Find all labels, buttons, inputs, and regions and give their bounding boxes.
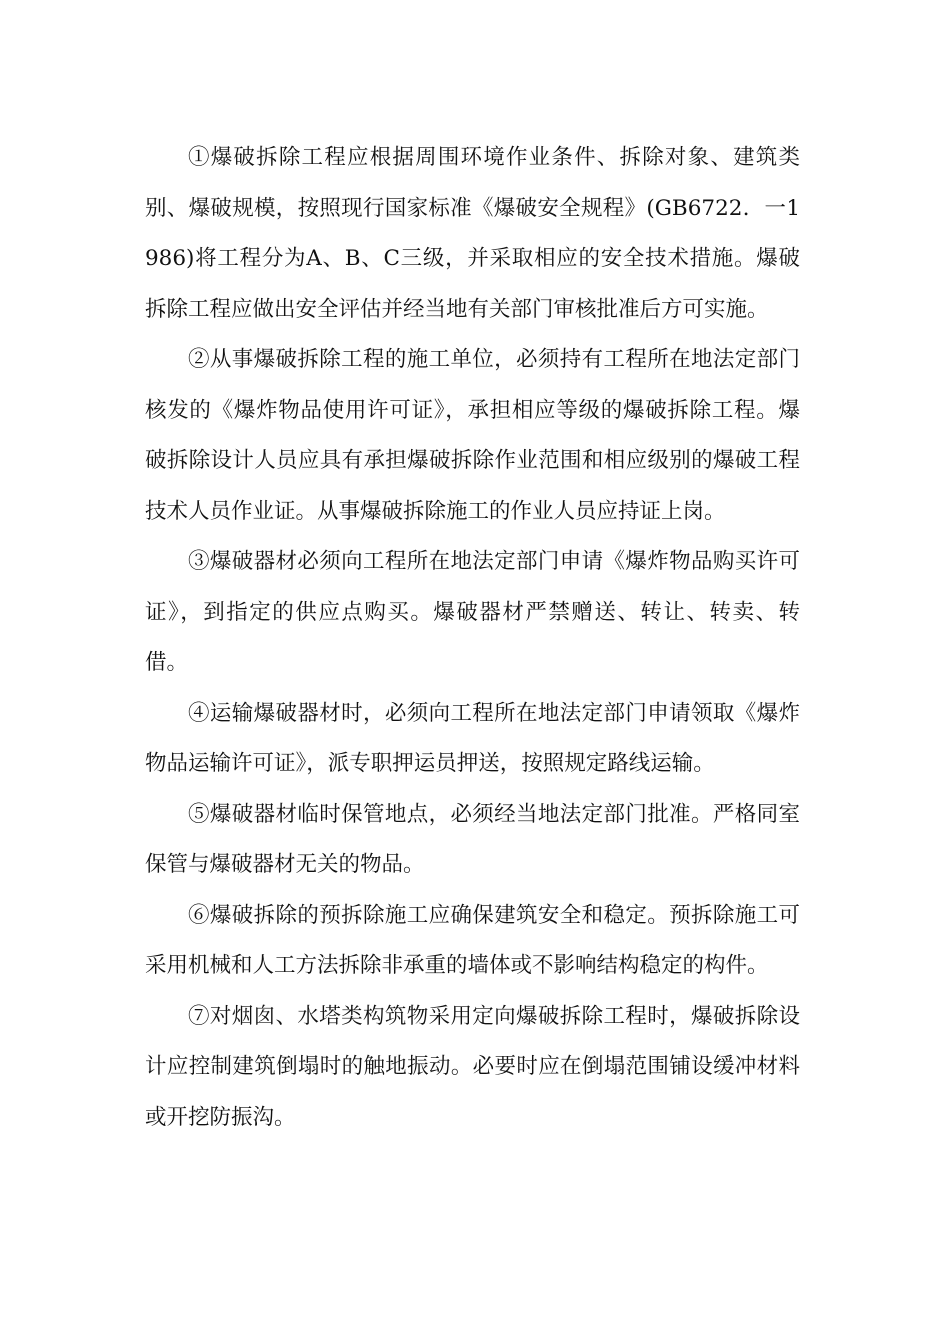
paragraph-7: ⑦对烟囱、水塔类构筑物采用定向爆破拆除工程时，爆破拆除设计应控制建筑倒塌时的触地振动。必要时应在倒塌范围铺设缓冲材料或开挖防振沟。 — [145, 1003, 800, 1130]
paragraph-3: ③爆破器材必须向工程所在地法定部门申请《爆炸物品购买许可证》，到指定的供应点购买。爆破器材严禁赠送、转让、转卖、转借。 — [145, 549, 800, 675]
paragraph-5: ⑤爆破器材临时保管地点，必须经当地法定部门批准。严格同室保管与爆破器材无关的物品。 — [145, 801, 800, 877]
paragraph-2: ②从事爆破拆除工程的施工单位，必须持有工程所在地法定部门核发的《爆炸物品使用许可证》，承担相应等级的爆破拆除工程。爆破拆除设计人员应具有承担爆破拆除作业范围和相应级别的爆破工程技术人员作业证。从事爆破拆除施工的作业人员应持证上岗。 — [145, 347, 800, 524]
paragraph-4: ④运输爆破器材时，必须向工程所在地法定部门申请领取《爆炸物品运输许可证》，派专职押运员押送，按照规定路线运输。 — [145, 700, 800, 776]
document-body — [145, 133, 800, 1143]
paragraph-1: ①爆破拆除工程应根据周围环境作业条件、拆除对象、建筑类别、爆破规模，按照现行国家标准《爆破安全规程》(GB6722．一1986)将工程分为A、B、C三级，并采取相应的安全技术措施。爆破拆除工程应做出安全评估并经当地有关部门审核批准后方可实施。 — [145, 145, 800, 322]
paragraph-6: ⑥爆破拆除的预拆除施工应确保建筑安全和稳定。预拆除施工可采用机械和人工方法拆除非承重的墙体或不影响结构稳定的构件。 — [145, 902, 800, 978]
